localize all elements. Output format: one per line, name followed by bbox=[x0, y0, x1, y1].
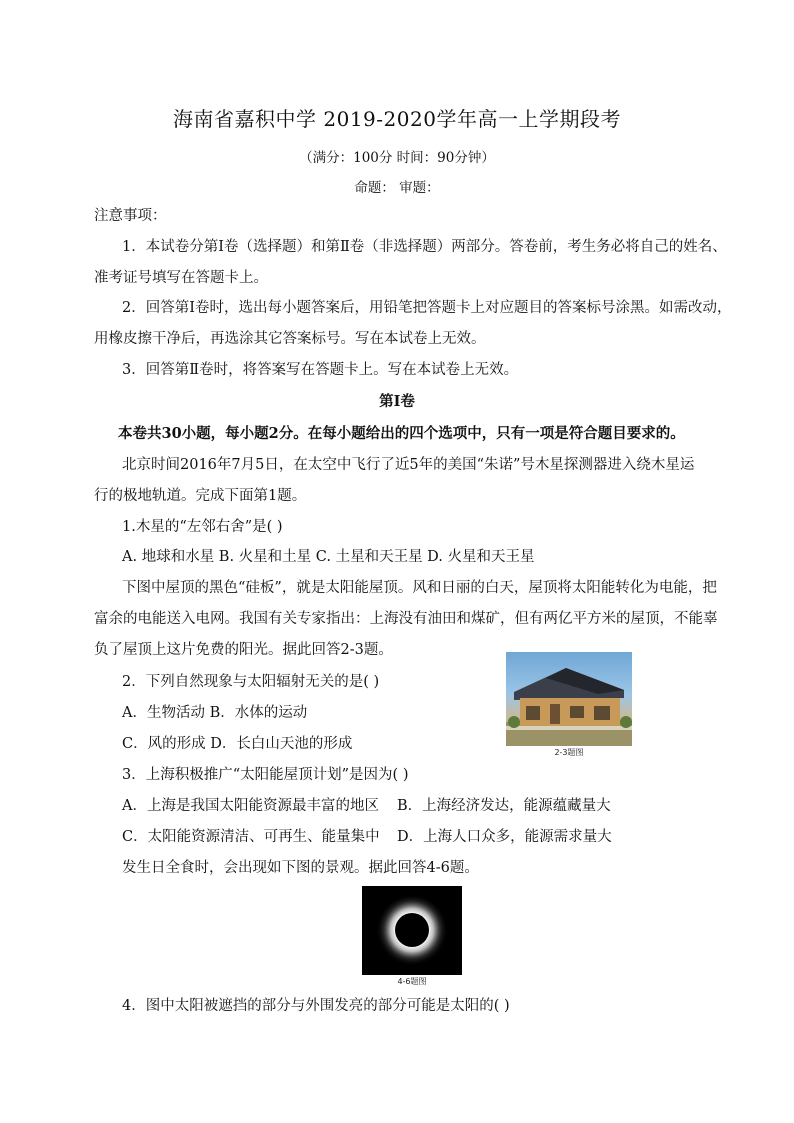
section-instruction: 本卷共30小题，每小题2分。在每小题给出的四个选项中，只有一项是符合题目要求的。 bbox=[118, 425, 685, 442]
passage-1-line-2: 行的极地轨道。完成下面第1题。 bbox=[94, 488, 307, 504]
question-3-option-b: B．上海经济发达，能源蕴藏量大 bbox=[397, 798, 611, 814]
question-3-option-d: D．上海人口众多，能源需求量大 bbox=[397, 829, 612, 845]
figure-4-6-caption: 4-6题图 bbox=[397, 977, 427, 986]
eclipse-illustration bbox=[362, 886, 462, 975]
notice-item-3: 3．回答第Ⅱ卷时，将答案写在答题卡上。写在本试卷上无效。 bbox=[122, 362, 519, 378]
question-4-stem: 4．图中太阳被遮挡的部分与外围发亮的部分可能是太阳的( ) bbox=[122, 998, 510, 1014]
question-2-stem: 2．下列自然现象与太阳辐射无关的是( ) bbox=[122, 674, 380, 690]
question-2-options-ab: A．生物活动 B．水体的运动 bbox=[122, 705, 308, 721]
figure-2-3-caption: 2-3题图 bbox=[554, 748, 584, 757]
question-3-option-c: C．太阳能资源清洁、可再生、能量集中 bbox=[122, 829, 380, 845]
notice-item-1-line-1: 1．本试卷分第Ⅰ卷（选择题）和第Ⅱ卷（非选择题）两部分。答卷前，考生务必将自己的姓名、 bbox=[122, 239, 727, 255]
solar-eclipse-photo bbox=[362, 886, 462, 975]
solar-roof-house-photo bbox=[506, 652, 632, 746]
section-heading: 第Ⅰ卷 bbox=[379, 393, 415, 410]
page-title: 海南省嘉积中学 2019-2020学年高一上学期段考 bbox=[173, 107, 621, 131]
question-3-stem: 3．上海积极推广“太阳能屋顶计划”是因为( ) bbox=[122, 767, 409, 783]
notice-item-1-line-2: 准考证号填写在答题卡上。 bbox=[94, 270, 268, 286]
passage-3: 发生日全食时，会出现如下图的景观。据此回答4-6题。 bbox=[122, 860, 479, 876]
passage-1-line-1: 北京时间2016年7月5日，在太空中飞行了近5年的美国“朱诺”号木星探测器进入绕木星运 bbox=[122, 457, 695, 473]
house-illustration bbox=[506, 652, 632, 746]
passage-2-line-3: 负了屋顶上这片免费的阳光。据此回答2-3题。 bbox=[94, 642, 393, 658]
exam-authors: 命题： 审题： bbox=[354, 180, 440, 196]
passage-2-line-1: 下图中屋顶的黑色“硅板”，就是太阳能屋顶。风和日丽的白天，屋顶将太阳能转化为电能，把 bbox=[122, 580, 717, 596]
notice-item-2-line-1: 2．回答第Ⅰ卷时，选出每小题答案后，用铅笔把答题卡上对应题目的答案标号涂黑。如需改动， bbox=[122, 300, 732, 316]
passage-2-line-2: 富余的电能送入电网。我国有关专家指出：上海没有油田和煤矿，但有两亿平方米的屋顶，不能辜 bbox=[94, 611, 718, 627]
question-3-option-a: A．上海是我国太阳能资源最丰富的地区 bbox=[122, 798, 379, 814]
question-1-options: A. 地球和水星 B. 火星和土星 C. 土星和天王星 D. 火星和天王星 bbox=[122, 549, 535, 565]
notice-heading: 注意事项： bbox=[94, 208, 167, 224]
exam-meta: （满分：100分 时间：90分钟） bbox=[299, 150, 495, 166]
notice-item-2-line-2: 用橡皮擦干净后，再选涂其它答案标号。写在本试卷上无效。 bbox=[94, 331, 486, 347]
question-2-options-cd: C．风的形成 D．长白山天池的形成 bbox=[122, 736, 353, 752]
question-1-stem: 1.木星的“左邻右舍”是( ) bbox=[122, 519, 283, 535]
